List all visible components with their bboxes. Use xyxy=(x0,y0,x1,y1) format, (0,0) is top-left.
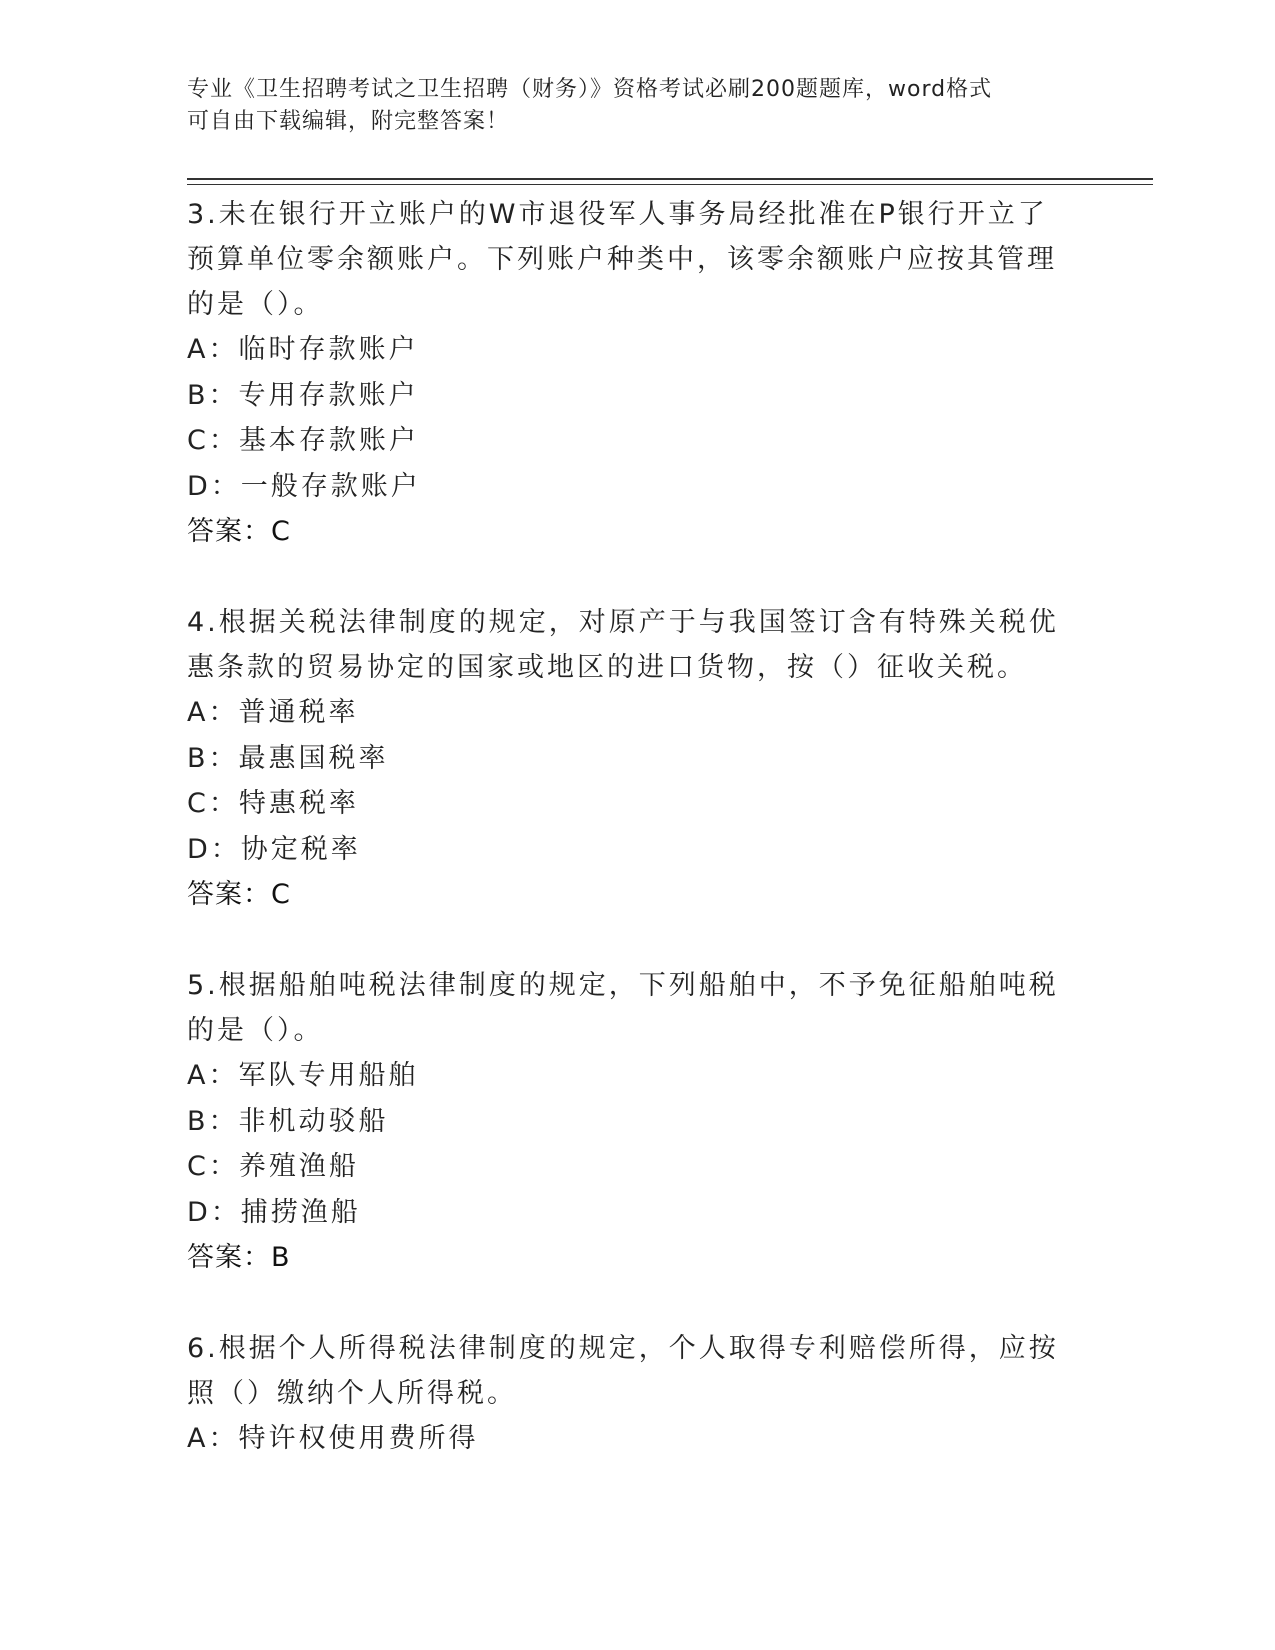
question-text: 6.根据个人所得税法律制度的规定，个人取得专利赔偿所得，应按照（）缴纳个人所得税。 xyxy=(187,1333,1059,1409)
question-list xyxy=(187,192,1067,1507)
option-a: A：普通税率 xyxy=(187,697,359,728)
question-text: 4.根据关税法律制度的规定，对原产于与我国签订含有特殊关税优惠条款的贸易协定的国家或地区的进口货物，按（）征收关税。 xyxy=(187,607,1059,683)
option-a: A：特许权使用费所得 xyxy=(187,1423,479,1454)
option-d: D：一般存款账户 xyxy=(187,470,421,502)
option-b: B：最惠国税率 xyxy=(187,742,389,774)
option-d: D：捕捞渔船 xyxy=(187,1196,361,1228)
option-c: C：养殖渔船 xyxy=(187,1151,359,1182)
option-c: C：基本存款账户 xyxy=(187,425,419,456)
document-header xyxy=(187,74,1067,138)
option-a: A：军队专用船舶 xyxy=(187,1060,419,1091)
header-line-1: 专业《卫生招聘考试之卫生招聘（财务）》资格考试必刷200题题库，word格式 xyxy=(187,77,993,102)
header-divider-thick xyxy=(187,178,1153,180)
option-d: D：协定税率 xyxy=(187,833,361,865)
question-3 xyxy=(187,192,1067,555)
question-6 xyxy=(187,1326,1067,1462)
option-b: B：非机动驳船 xyxy=(187,1105,389,1137)
header-line-2: 可自由下载编辑，附完整答案！ xyxy=(187,109,510,134)
answer-line: 答案：B xyxy=(187,1242,291,1273)
question-text: 5.根据船舶吨税法律制度的规定，下列船舶中，不予免征船舶吨税的是（）。 xyxy=(187,970,1059,1046)
option-a: A：临时存款账户 xyxy=(187,334,419,365)
question-text: 3.未在银行开立账户的W市退役军人事务局经批准在P银行开立了预算单位零余额账户。下列账户种类中，该零余额账户应按其管理的是（）。 xyxy=(187,199,1057,320)
answer-line: 答案：C xyxy=(187,879,291,910)
question-4 xyxy=(187,600,1067,918)
option-b: B：专用存款账户 xyxy=(187,379,419,411)
question-5 xyxy=(187,963,1067,1281)
answer-line: 答案：C xyxy=(187,516,291,547)
option-c: C：特惠税率 xyxy=(187,788,359,819)
header-divider-thin xyxy=(187,184,1153,185)
